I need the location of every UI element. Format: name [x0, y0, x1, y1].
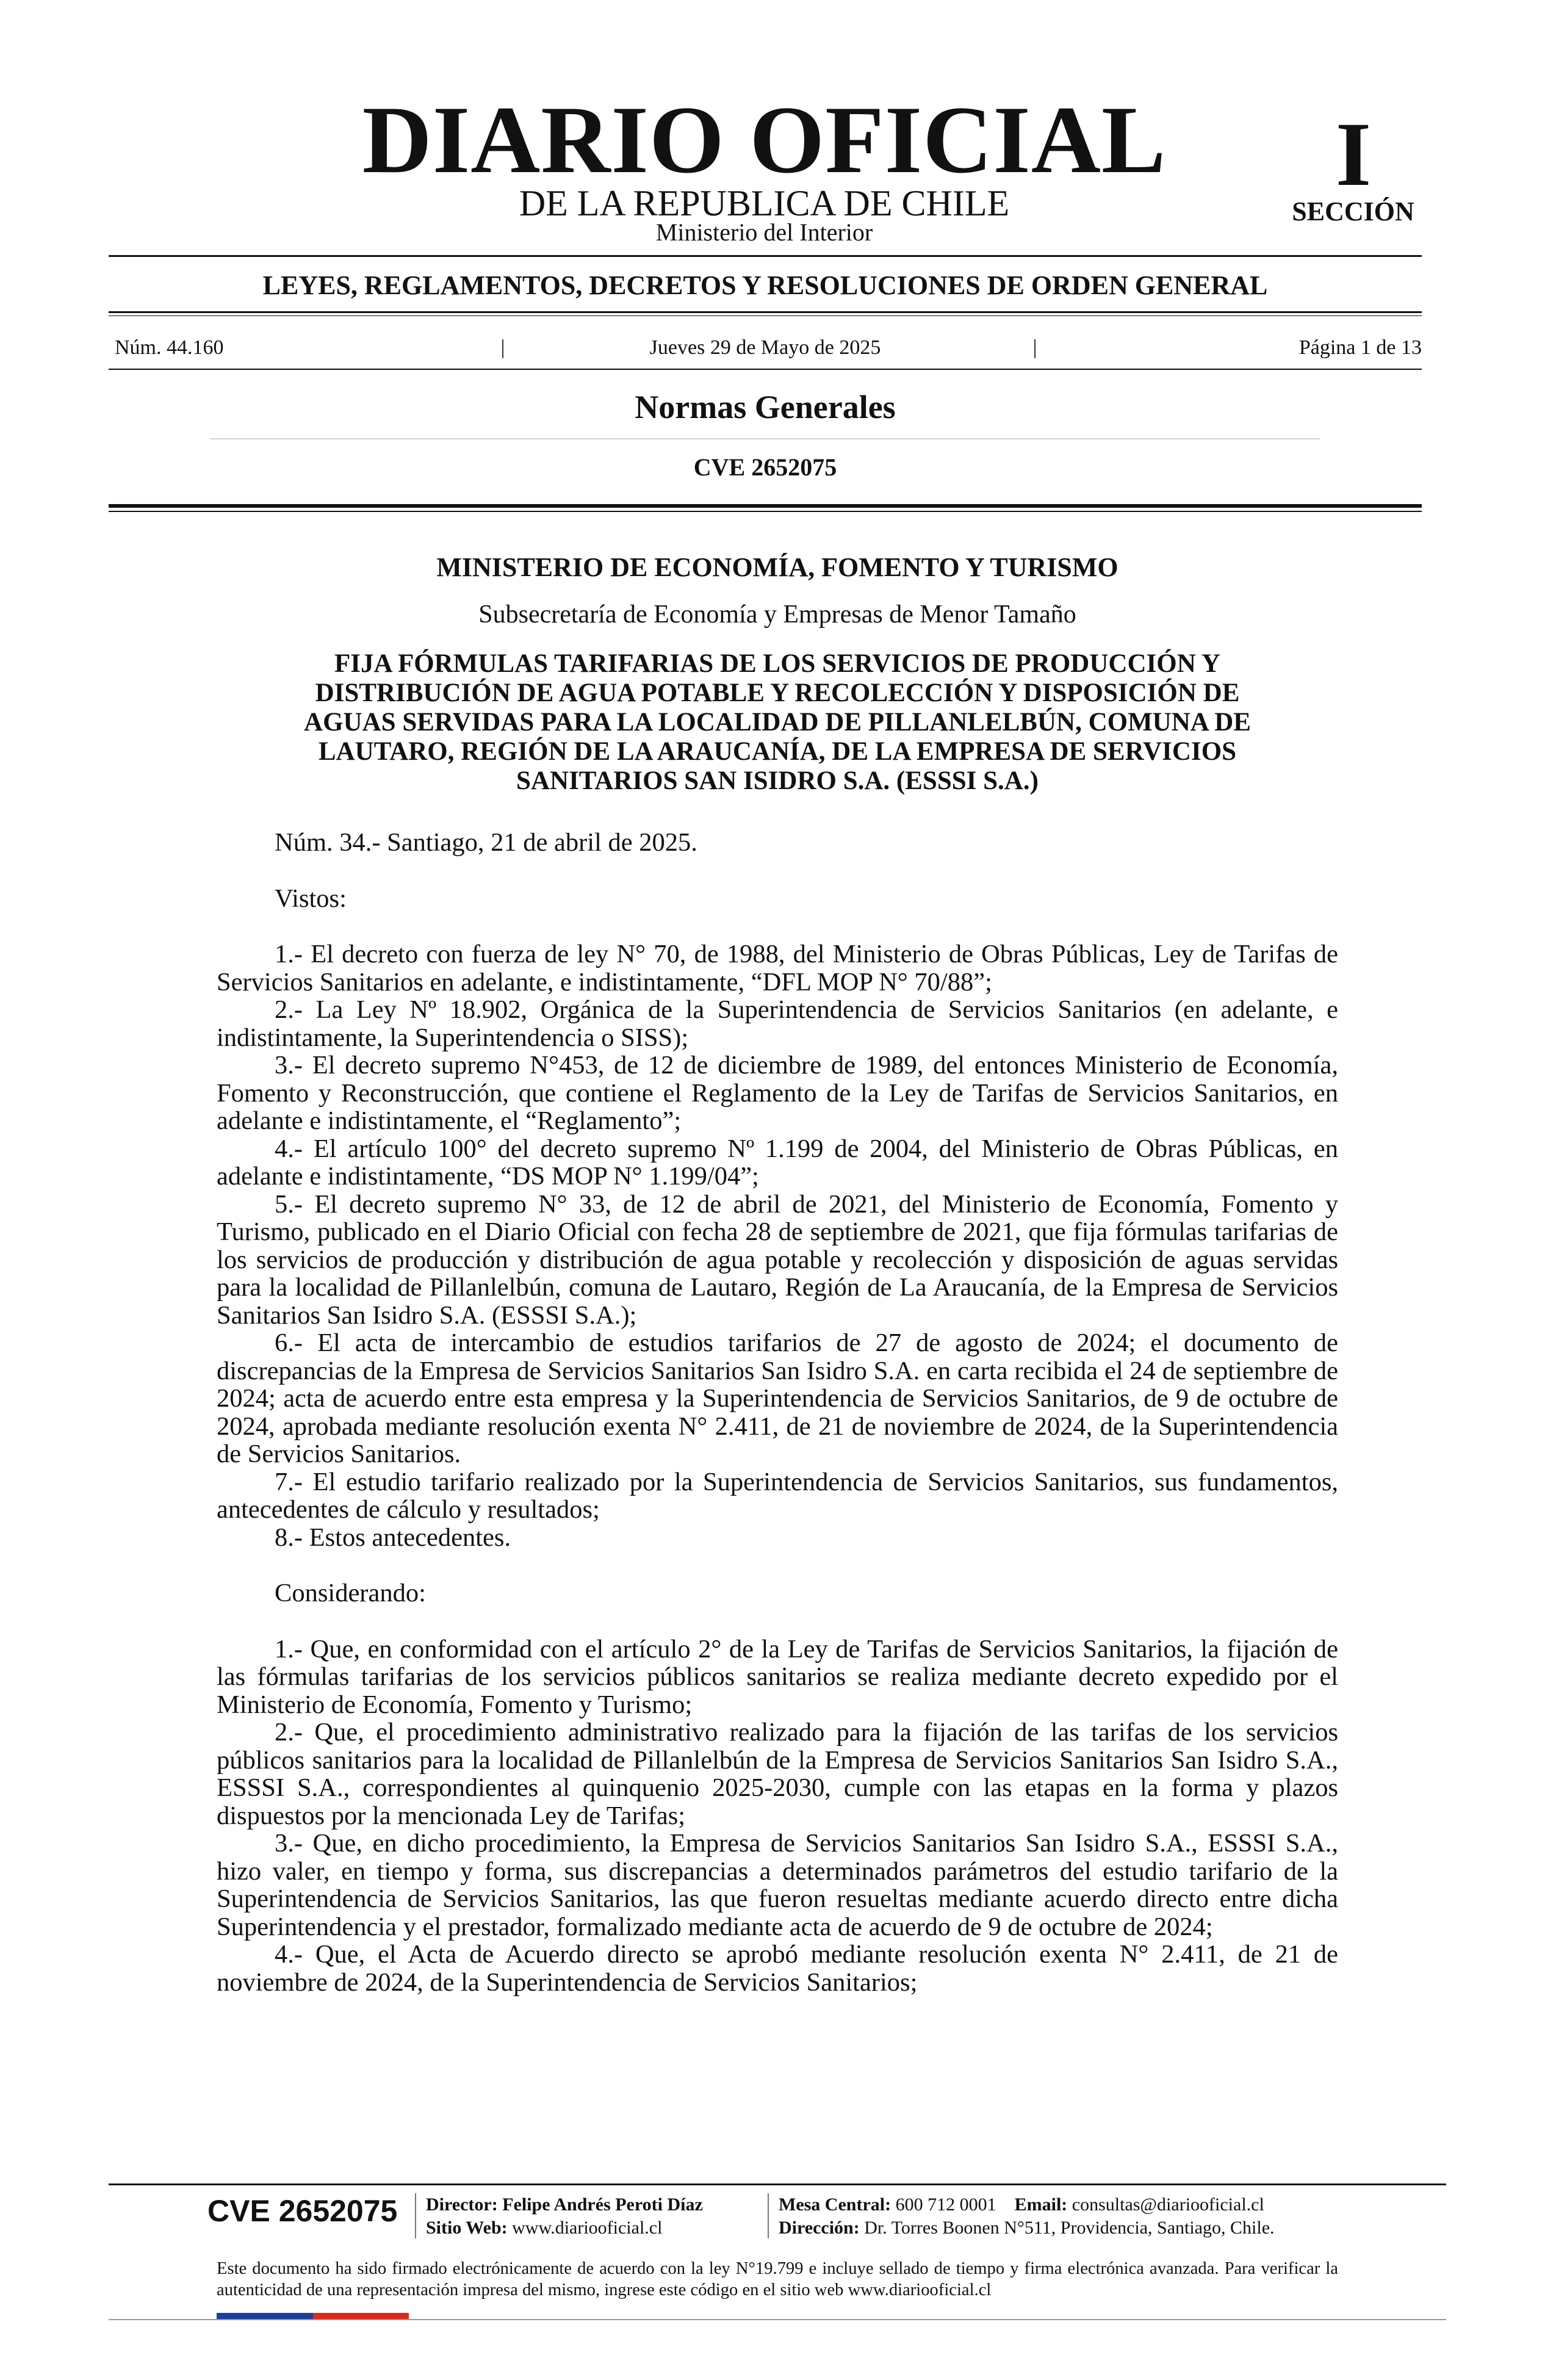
section-header-rule-top	[109, 311, 1422, 313]
director-name: Felipe Andrés Peroti Díaz	[502, 2194, 703, 2215]
footer-divider	[768, 2193, 769, 2238]
site-label: Sitio Web:	[426, 2218, 508, 2238]
signature-notice: Este documento ha sido firmado electrónicamente de acuerdo con la ley N°19.799 e incluye sellado de tiempo y firma electrónica avanzada. Para verificar la autenticidad de una representación impresa del mismo, ingrese este código en el sitio web www.diariooficial.cl	[217, 2259, 1338, 2299]
site-url: www.diariooficial.cl	[512, 2218, 663, 2238]
header-thin-rule	[109, 511, 1422, 512]
vistos-item: 3.- El decreto supremo N°453, de 12 de diciembre de 1989, del entonces Ministerio de Economía, Fomento y Reconstrucción, que contiene el Reglamento de la Ley de Tarifas de Servicios Sanitarios, en adelante e indistintamente, el “Reglamento”;	[217, 1051, 1338, 1135]
footer-bottom-rule	[109, 2319, 1446, 2320]
issue-page: Página 1 de 13	[1298, 336, 1422, 359]
issue-separator: |	[1032, 336, 1037, 359]
issue-date: Jueves 29 de Mayo de 2025	[649, 336, 881, 359]
considerando-item: 2.- Que, el procedimiento administrativo realizado para la fijación de las tarifas de los servicios públicos sanitarios para la localidad de Pillanlelbún de la Empresa de Servicios Sanitarios San Isidro S.A., ESSSI S.A., correspondientes al quinquenio 2025-2030, cumple con las etapas en la forma y plazos dispuestos por la mencionada Ley de Tarifas;	[217, 1718, 1338, 1830]
section-label: SECCIÓN	[1292, 197, 1414, 226]
vistos-item: 2.- La Ley Nº 18.902, Orgánica de la Superintendencia de Servicios Sanitarios (en adelante, e indistintamente, la Superintendencia o SISS);	[217, 995, 1338, 1052]
footer-contact-line	[779, 2193, 1275, 2216]
address-label: Dirección:	[779, 2218, 860, 2238]
masthead-subtitle: DE LA REPUBLICA DE CHILE	[519, 183, 1010, 223]
issue-bar-rule	[109, 369, 1422, 370]
considerando-item: 3.- Que, en dicho procedimiento, la Empresa de Servicios Sanitarios San Isidro S.A., ESSSI S.A., hizo valer, en tiempo y forma, sus discrepancias a determinados parámetros del estudio tarifario de la Superintendencia de Servicios Sanitarios, las que fueron resueltas mediante acuerdo directo entre dicha Superintendencia y el prestador, formalizado mediante acta de acuerdo de 9 de octubre de 2024;	[217, 1829, 1338, 1941]
decree-content	[217, 549, 1338, 1996]
masthead-ministry: Ministerio del Interior	[655, 218, 873, 246]
decree-number: Núm. 34.- Santiago, 21 de abril de 2025.	[275, 828, 697, 857]
issue-number: Núm. 44.160	[115, 336, 224, 359]
footer-rule	[109, 2183, 1446, 2185]
considerando-list	[217, 1635, 1338, 1997]
vistos-list	[217, 940, 1338, 1551]
section-title-divider	[211, 438, 1320, 439]
vistos-heading: Vistos:	[275, 884, 347, 913]
vistos-item: 1.- El decreto con fuerza de ley N° 70, de 1988, del Ministerio de Obras Públicas, Ley de Tarifas de Servicios Sanitarios en adelante, e indistintamente, “DFL MOP N° 70/88”;	[217, 940, 1338, 997]
director-label: Director:	[426, 2194, 498, 2215]
footer-cve-code: CVE 2652075	[207, 2194, 398, 2228]
phone-label: Mesa Central:	[779, 2194, 891, 2215]
decree-title-line: DISTRIBUCIÓN DE AGUA POTABLE Y RECOLECCIÓN Y DISPOSICIÓN DE	[315, 679, 1240, 707]
header-thick-rule	[109, 504, 1422, 508]
masthead-rule	[109, 255, 1422, 257]
address: Dr. Torres Boonen N°511, Providencia, Santiago, Chile.	[864, 2218, 1275, 2238]
decree-title-line: SANITARIOS SAN ISIDRO S.A. (ESSSI S.A.)	[516, 766, 1039, 795]
footer-address-line	[779, 2216, 1275, 2240]
vistos-item: 6.- El acta de intercambio de estudios tarifarios de 27 de agosto de 2024; el documento de discrepancias de la Empresa de Servicios Sanitarios San Isidro S.A. en carta recibida el 24 de septiembre de 2024; acta de acuerdo entre esta empresa y la Superintendencia de Servicios Sanitarios, de 9 de octubre de 2024, aprobada mediante resolución exenta N° 2.411, de 21 de noviembre de 2024, de la Superintendencia de Servicios Sanitarios.	[217, 1329, 1338, 1468]
email-address: consultas@diariooficial.cl	[1072, 2194, 1264, 2215]
email-label: Email:	[1014, 2194, 1068, 2215]
issue-separator: |	[500, 336, 505, 359]
decree-title	[217, 649, 1338, 796]
section-header: LEYES, REGLAMENTOS, DECRETOS Y RESOLUCIONES DE ORDEN GENERAL	[262, 270, 1268, 300]
decree-title-line: LAUTARO, REGIÓN DE LA ARAUCANÍA, DE LA EMPRESA DE SERVICIOS	[318, 737, 1237, 766]
considerando-item: 1.- Que, en conformidad con el artículo 2° de la Ley de Tarifas de Servicios Sanitarios, la fijación de las fórmulas tarifarias de los servicios públicos sanitarios se realiza mediante decreto expedido por el Ministerio de Economía, Fomento y Turismo;	[217, 1634, 1338, 1719]
ministry-name: MINISTERIO DE ECONOMÍA, FOMENTO Y TURISMO	[436, 552, 1118, 582]
footer-site-line	[426, 2216, 703, 2240]
issue-bar	[109, 330, 1422, 366]
decree-title-line: AGUAS SERVIDAS PARA LA LOCALIDAD DE PILLANLELBÚN, COMUNA DE	[304, 708, 1251, 737]
subsecretaria: Subsecretaría de Economía y Empresas de Menor Tamaño	[478, 600, 1076, 629]
phone-number: 600 712 0001	[895, 2194, 996, 2215]
considerando-heading: Considerando:	[275, 1579, 426, 1607]
footer-director-line	[426, 2193, 703, 2216]
footer-contact-block	[779, 2193, 1275, 2240]
masthead-title: DIARIO OFICIAL	[362, 87, 1167, 193]
vistos-item: 4.- El artículo 100° del decreto supremo Nº 1.199 de 2004, del Ministerio de Obras Públicas, en adelante e indistintamente, “DS MOP N° 1.199/04”;	[217, 1134, 1338, 1191]
cve-code: CVE 2652075	[693, 453, 837, 481]
decree-title-line: FIJA FÓRMULAS TARIFARIAS DE LOS SERVICIOS DE PRODUCCIÓN Y	[334, 649, 1220, 678]
vistos-item: 7.- El estudio tarifario realizado por la Superintendencia de Servicios Sanitarios, sus fundamentos, antecedentes de cálculo y resultados;	[217, 1467, 1338, 1524]
section-numeral: I	[1335, 104, 1372, 205]
vistos-item: 8.- Estos antecedentes.	[275, 1523, 511, 1552]
footer-divider	[415, 2193, 416, 2238]
vistos-item: 5.- El decreto supremo N° 33, de 12 de abril de 2021, del Ministerio de Economía, Fomento y Turismo, publicado en el Diario Oficial con fecha 28 de septiembre de 2021, que fija fórmulas tarifarias de los servicios de producción y distribución de agua potable y recolección y disposición de aguas servidas para la localidad de Pillanlelbún, comuna de Lautaro, Región de La Araucanía, de la Empresa de Servicios Sanitarios San Isidro S.A. (ESSSI S.A.);	[217, 1189, 1338, 1330]
section-title: Normas Generales	[635, 389, 896, 425]
footer-director-block	[426, 2193, 703, 2240]
considerando-item: 4.- Que, el Acta de Acuerdo directo se aprobó mediante resolución exenta N° 2.411, de 21 de noviembre de 2024, de la Superintendencia de Servicios Sanitarios;	[217, 1940, 1338, 1997]
